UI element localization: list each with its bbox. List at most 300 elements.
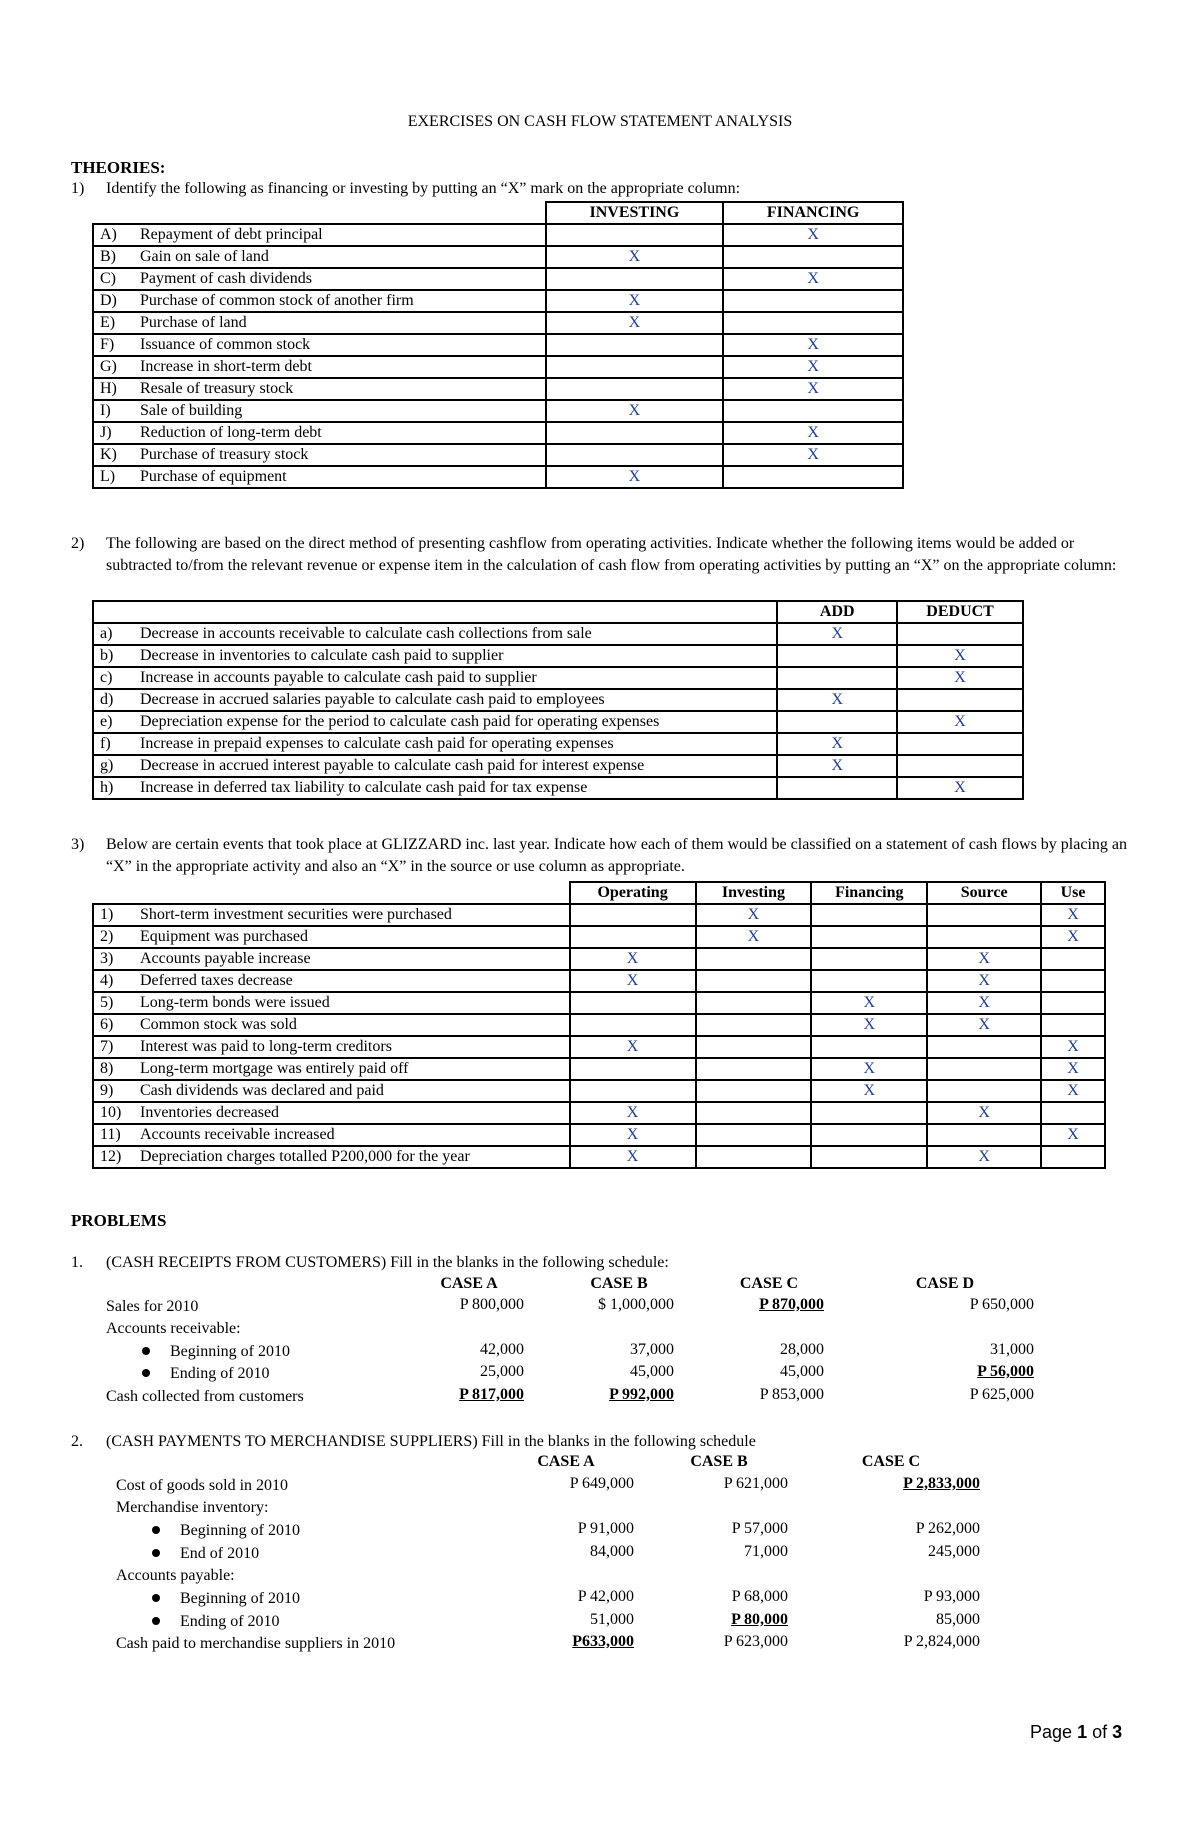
mark-cell bbox=[546, 356, 724, 378]
mark-cell: X bbox=[811, 992, 927, 1014]
table-row bbox=[93, 422, 903, 444]
mark-cell: X bbox=[570, 1124, 696, 1146]
p2-number: 2. bbox=[71, 1433, 83, 1450]
q1-table bbox=[92, 201, 904, 489]
row-text: Purchase of common stock of another firm bbox=[140, 292, 414, 309]
mark-cell bbox=[570, 1080, 696, 1102]
row-description bbox=[93, 1102, 570, 1124]
p1-beg-d: 31,000 bbox=[990, 1341, 1034, 1358]
mark-cell bbox=[570, 904, 696, 926]
mark-cell: X bbox=[927, 1146, 1041, 1168]
mark-cell bbox=[723, 466, 903, 488]
q3-text: Below are certain events that took place at GLIZZARD inc. last year. Indicate how each of them would be classified on a statement of cash flows by placing an “X” in the appropriate activity and also an “X” in the source or use column as appropriate. bbox=[106, 836, 1127, 875]
row-text: Depreciation charges totalled P200,000 for the year bbox=[140, 1148, 470, 1165]
mark-cell bbox=[696, 1058, 812, 1080]
table-row bbox=[93, 1014, 1105, 1036]
mark-cell bbox=[1041, 1102, 1105, 1124]
row-label: b) bbox=[100, 647, 114, 664]
mark-cell: X bbox=[927, 992, 1041, 1014]
row-text: Gain on sale of land bbox=[140, 248, 269, 265]
p1-end-label: Ending of 2010 bbox=[170, 1365, 270, 1382]
p1-end-a: 25,000 bbox=[480, 1363, 524, 1380]
p2-ap-beg-a: P 42,000 bbox=[577, 1588, 634, 1605]
row-description bbox=[93, 1146, 570, 1168]
row-text: Increase in deferred tax liability to calculate cash paid for tax expense bbox=[140, 779, 588, 796]
p1-end-d: P 56,000 bbox=[977, 1363, 1034, 1380]
p1-case-d: CASE D bbox=[915, 1275, 975, 1292]
p2-ap-end-row bbox=[116, 1611, 280, 1633]
mark-cell: X bbox=[546, 466, 724, 488]
row-text: Accounts receivable increased bbox=[140, 1126, 335, 1143]
table-row bbox=[93, 992, 1105, 1014]
mark-cell bbox=[811, 1124, 927, 1146]
row-description bbox=[93, 948, 570, 970]
table-row bbox=[93, 623, 1023, 645]
table-row bbox=[93, 904, 1105, 926]
table-row bbox=[93, 970, 1105, 992]
q2-header-add: ADD bbox=[777, 601, 897, 623]
bullet-icon bbox=[142, 1347, 150, 1355]
mark-cell bbox=[696, 970, 812, 992]
mark-cell bbox=[570, 992, 696, 1014]
row-label: E) bbox=[100, 314, 116, 331]
table-row bbox=[93, 290, 903, 312]
mark-cell bbox=[1041, 1014, 1105, 1036]
q2-number: 2) bbox=[71, 535, 85, 552]
mark-cell bbox=[811, 948, 927, 970]
p2-ap-end-label: Ending of 2010 bbox=[180, 1613, 280, 1630]
p2-case-a: CASE A bbox=[537, 1453, 595, 1470]
row-text: Sale of building bbox=[140, 402, 243, 419]
row-description bbox=[93, 268, 546, 290]
q3-table bbox=[92, 881, 1106, 1169]
q2-header-deduct: DEDUCT bbox=[897, 601, 1023, 623]
p1-beg-row bbox=[106, 1341, 290, 1363]
mark-cell bbox=[1041, 1146, 1105, 1168]
row-label: 1) bbox=[100, 906, 114, 923]
table-row bbox=[93, 711, 1023, 733]
p1-cash-label: Cash collected from customers bbox=[106, 1388, 304, 1405]
row-text: Reduction of long-term debt bbox=[140, 424, 322, 441]
p1-number: 1. bbox=[71, 1254, 83, 1271]
mark-cell bbox=[777, 667, 897, 689]
mark-cell bbox=[1041, 992, 1105, 1014]
row-label: H) bbox=[100, 380, 117, 397]
p2-inv-end-row bbox=[116, 1543, 259, 1565]
bullet-icon bbox=[152, 1549, 160, 1557]
p2-inv-beg-label: Beginning of 2010 bbox=[180, 1522, 300, 1539]
row-description bbox=[93, 1080, 570, 1102]
mark-cell bbox=[927, 926, 1041, 948]
mark-cell: X bbox=[723, 356, 903, 378]
p1-beg-a: 42,000 bbox=[480, 1341, 524, 1358]
mark-cell bbox=[696, 1124, 812, 1146]
row-label: I) bbox=[100, 402, 111, 419]
mark-cell: X bbox=[927, 970, 1041, 992]
row-description bbox=[93, 312, 546, 334]
row-label: c) bbox=[100, 669, 113, 686]
p1-case-c: CASE C bbox=[739, 1275, 799, 1292]
mark-cell bbox=[777, 711, 897, 733]
row-text: Purchase of treasury stock bbox=[140, 446, 309, 463]
row-label: C) bbox=[100, 270, 116, 287]
row-label: f) bbox=[100, 735, 111, 752]
q1-header-financing: FINANCING bbox=[723, 202, 903, 224]
mark-cell bbox=[811, 904, 927, 926]
row-label: J) bbox=[100, 424, 112, 441]
table-row bbox=[93, 400, 903, 422]
mark-cell: X bbox=[723, 444, 903, 466]
mark-cell bbox=[546, 268, 724, 290]
mark-cell bbox=[927, 1058, 1041, 1080]
row-text: Short-term investment securities were purchased bbox=[140, 906, 452, 923]
mark-cell bbox=[546, 334, 724, 356]
row-description bbox=[93, 667, 777, 689]
mark-cell: X bbox=[546, 246, 724, 268]
p2-case-b: CASE B bbox=[690, 1453, 748, 1470]
row-text: Decrease in accrued salaries payable to calculate cash paid to employees bbox=[140, 691, 605, 708]
row-label: e) bbox=[100, 713, 113, 730]
row-description bbox=[93, 755, 777, 777]
problems-heading: PROBLEMS bbox=[71, 1211, 167, 1230]
table-row bbox=[93, 926, 1105, 948]
row-text: Long-term mortgage was entirely paid off bbox=[140, 1060, 409, 1077]
p1-ar-label: Accounts receivable: bbox=[106, 1320, 241, 1337]
mark-cell bbox=[696, 1036, 812, 1058]
mark-cell: X bbox=[723, 422, 903, 444]
p2-inv-end-a: 84,000 bbox=[590, 1543, 634, 1560]
mark-cell: X bbox=[570, 970, 696, 992]
row-description bbox=[93, 1036, 570, 1058]
row-label: B) bbox=[100, 248, 116, 265]
mark-cell: X bbox=[546, 312, 724, 334]
row-label: 8) bbox=[100, 1060, 114, 1077]
mark-cell: X bbox=[1041, 1080, 1105, 1102]
table-row bbox=[93, 444, 903, 466]
q2-header-blank bbox=[93, 601, 777, 623]
mark-cell: X bbox=[546, 400, 724, 422]
p2-inv-beg-a: P 91,000 bbox=[577, 1520, 634, 1537]
mark-cell: X bbox=[1041, 1124, 1105, 1146]
of-word: of bbox=[1092, 1722, 1108, 1742]
row-text: Accounts payable increase bbox=[140, 950, 311, 967]
mark-cell: X bbox=[723, 378, 903, 400]
row-description bbox=[93, 1014, 570, 1036]
row-text: Deferred taxes decrease bbox=[140, 972, 293, 989]
p2-inv-end-label: End of 2010 bbox=[180, 1545, 260, 1562]
p2-inv-end-b: 71,000 bbox=[744, 1543, 788, 1560]
table-row bbox=[93, 1080, 1105, 1102]
table-row bbox=[93, 334, 903, 356]
mark-cell bbox=[696, 1014, 812, 1036]
row-text: Cash dividends was declared and paid bbox=[140, 1082, 384, 1099]
theories-heading: THEORIES: bbox=[71, 158, 166, 177]
mark-cell bbox=[696, 1102, 812, 1124]
table-row bbox=[93, 1146, 1105, 1168]
row-label: 9) bbox=[100, 1082, 114, 1099]
mark-cell bbox=[696, 1080, 812, 1102]
p1-sales-c: P 870,000 bbox=[759, 1296, 824, 1313]
row-label: 7) bbox=[100, 1038, 114, 1055]
mark-cell bbox=[927, 904, 1041, 926]
mark-cell bbox=[897, 733, 1023, 755]
row-label: g) bbox=[100, 757, 114, 774]
p2-inv-beg-row bbox=[116, 1520, 300, 1542]
mark-cell bbox=[811, 1036, 927, 1058]
row-label: h) bbox=[100, 779, 114, 796]
table-row bbox=[93, 246, 903, 268]
p1-beg-c: 28,000 bbox=[780, 1341, 824, 1358]
mark-cell: X bbox=[777, 689, 897, 711]
table-row bbox=[93, 689, 1023, 711]
p2-cogs-a: P 649,000 bbox=[569, 1475, 634, 1492]
row-text: Repayment of debt principal bbox=[140, 226, 323, 243]
mark-cell bbox=[570, 926, 696, 948]
mark-cell: X bbox=[570, 1146, 696, 1168]
p2-inv-beg-b: P 57,000 bbox=[731, 1520, 788, 1537]
table-row bbox=[93, 312, 903, 334]
row-label: d) bbox=[100, 691, 114, 708]
mark-cell bbox=[546, 378, 724, 400]
mark-cell bbox=[570, 1014, 696, 1036]
p2-case-c: CASE C bbox=[861, 1453, 921, 1470]
row-text: Payment of cash dividends bbox=[140, 270, 312, 287]
mark-cell: X bbox=[897, 645, 1023, 667]
p2-cogs-c: P 2,833,000 bbox=[903, 1475, 980, 1492]
p2-ap-end-b: P 80,000 bbox=[731, 1611, 788, 1628]
mark-cell: X bbox=[927, 1102, 1041, 1124]
row-description bbox=[93, 356, 546, 378]
mark-cell: X bbox=[1041, 1036, 1105, 1058]
row-label: K) bbox=[100, 446, 117, 463]
row-label: 3) bbox=[100, 950, 114, 967]
p2-cogs-label: Cost of goods sold in 2010 bbox=[116, 1477, 289, 1494]
row-description bbox=[93, 400, 546, 422]
p2-inv-beg-c: P 262,000 bbox=[915, 1520, 980, 1537]
mark-cell: X bbox=[897, 777, 1023, 799]
p2-ap-label: Accounts payable: bbox=[116, 1567, 235, 1584]
row-label: 6) bbox=[100, 1016, 114, 1033]
mark-cell bbox=[811, 926, 927, 948]
q2-table bbox=[92, 600, 1024, 800]
row-description bbox=[93, 689, 777, 711]
row-description bbox=[93, 926, 570, 948]
q3-header-source: Source bbox=[927, 882, 1041, 904]
mark-cell: X bbox=[1041, 904, 1105, 926]
q1-header-blank bbox=[93, 202, 546, 224]
mark-cell bbox=[927, 1080, 1041, 1102]
mark-cell: X bbox=[811, 1080, 927, 1102]
mark-cell bbox=[723, 312, 903, 334]
mark-cell bbox=[723, 400, 903, 422]
p1-sales-b: $ 1,000,000 bbox=[598, 1296, 674, 1313]
mark-cell bbox=[696, 1146, 812, 1168]
row-description bbox=[93, 992, 570, 1014]
page-number bbox=[1030, 1722, 1122, 1743]
row-description bbox=[93, 1124, 570, 1146]
mark-cell: X bbox=[723, 224, 903, 246]
page-current: 1 bbox=[1077, 1722, 1088, 1742]
row-description bbox=[93, 224, 546, 246]
row-label: G) bbox=[100, 358, 117, 375]
mark-cell: X bbox=[570, 948, 696, 970]
page-title: EXERCISES ON CASH FLOW STATEMENT ANALYSIS bbox=[407, 113, 793, 130]
row-text: Increase in short-term debt bbox=[140, 358, 312, 375]
p1-sales-d: P 650,000 bbox=[969, 1296, 1034, 1313]
q1-header-investing: INVESTING bbox=[546, 202, 724, 224]
row-text: Long-term bonds were issued bbox=[140, 994, 330, 1011]
table-row bbox=[93, 268, 903, 290]
row-description bbox=[93, 422, 546, 444]
row-description bbox=[93, 777, 777, 799]
p1-text: (CASH RECEIPTS FROM CUSTOMERS) Fill in the blanks in the following schedule: bbox=[106, 1254, 669, 1271]
page-word: Page bbox=[1030, 1722, 1073, 1742]
bullet-icon bbox=[152, 1526, 160, 1534]
row-text: Depreciation expense for the period to calculate cash paid for operating expenses bbox=[140, 713, 660, 730]
p2-inv-end-c: 245,000 bbox=[928, 1543, 980, 1560]
p1-end-row bbox=[106, 1363, 270, 1385]
row-label: L) bbox=[100, 468, 116, 485]
row-description bbox=[93, 711, 777, 733]
row-text: Increase in prepaid expenses to calculate cash paid for operating expenses bbox=[140, 735, 614, 752]
row-description bbox=[93, 246, 546, 268]
p1-cash-a: P 817,000 bbox=[459, 1386, 524, 1403]
mark-cell bbox=[811, 1146, 927, 1168]
row-label: 10) bbox=[100, 1104, 122, 1121]
row-text: Purchase of land bbox=[140, 314, 247, 331]
mark-cell: X bbox=[570, 1102, 696, 1124]
mark-cell bbox=[696, 992, 812, 1014]
table-row bbox=[93, 777, 1023, 799]
row-label: 12) bbox=[100, 1148, 122, 1165]
mark-cell: X bbox=[546, 290, 724, 312]
q2-text: The following are based on the direct method of presenting cashflow from operating activities. Indicate whether the following items would be added or subtracted to/from the relevant revenue or expense item in the calculation of cash flow from operating activities by putting an “X” on the appropriate column: bbox=[106, 535, 1117, 574]
p2-ap-beg-c: P 93,000 bbox=[923, 1588, 980, 1605]
mark-cell bbox=[927, 1036, 1041, 1058]
table-row bbox=[93, 1102, 1105, 1124]
row-label: 4) bbox=[100, 972, 114, 989]
mark-cell bbox=[1041, 948, 1105, 970]
p1-beg-label: Beginning of 2010 bbox=[170, 1343, 290, 1360]
mark-cell: X bbox=[696, 904, 812, 926]
p2-paid-c: P 2,824,000 bbox=[903, 1633, 980, 1650]
row-label: 2) bbox=[100, 928, 114, 945]
p2-inv-label: Merchandise inventory: bbox=[116, 1499, 269, 1516]
row-description bbox=[93, 623, 777, 645]
mark-cell bbox=[546, 224, 724, 246]
mark-cell bbox=[696, 948, 812, 970]
mark-cell: X bbox=[696, 926, 812, 948]
mark-cell bbox=[897, 755, 1023, 777]
mark-cell bbox=[927, 1124, 1041, 1146]
row-description bbox=[93, 290, 546, 312]
q3-number: 3) bbox=[71, 836, 85, 853]
row-text: Equipment was purchased bbox=[140, 928, 308, 945]
p2-paid-b: P 623,000 bbox=[723, 1633, 788, 1650]
p2-ap-beg-row bbox=[116, 1588, 300, 1610]
p2-ap-end-c: 85,000 bbox=[936, 1611, 980, 1628]
q3-header-use: Use bbox=[1041, 882, 1105, 904]
p1-sales-a: P 800,000 bbox=[459, 1296, 524, 1313]
mark-cell: X bbox=[927, 1014, 1041, 1036]
p2-cogs-b: P 621,000 bbox=[723, 1475, 788, 1492]
mark-cell bbox=[1041, 970, 1105, 992]
row-text: Resale of treasury stock bbox=[140, 380, 294, 397]
mark-cell: X bbox=[777, 755, 897, 777]
row-label: A) bbox=[100, 226, 117, 243]
mark-cell: X bbox=[1041, 926, 1105, 948]
mark-cell: X bbox=[811, 1058, 927, 1080]
row-label: 11) bbox=[100, 1126, 121, 1143]
row-description bbox=[93, 444, 546, 466]
p1-end-c: 45,000 bbox=[780, 1363, 824, 1380]
row-label: 5) bbox=[100, 994, 114, 1011]
row-text: Decrease in inventories to calculate cash paid to supplier bbox=[140, 647, 504, 664]
mark-cell: X bbox=[1041, 1058, 1105, 1080]
p1-cash-d: P 625,000 bbox=[969, 1386, 1034, 1403]
mark-cell bbox=[546, 422, 724, 444]
row-label: D) bbox=[100, 292, 117, 309]
row-description bbox=[93, 970, 570, 992]
p2-paid-label: Cash paid to merchandise suppliers in 2010 bbox=[116, 1635, 396, 1652]
p1-case-a: CASE A bbox=[440, 1275, 498, 1292]
row-description bbox=[93, 378, 546, 400]
p1-sales-label: Sales for 2010 bbox=[106, 1298, 199, 1315]
bullet-icon bbox=[152, 1617, 160, 1625]
row-description bbox=[93, 334, 546, 356]
mark-cell bbox=[723, 290, 903, 312]
row-description bbox=[93, 466, 546, 488]
row-label: F) bbox=[100, 336, 115, 353]
q1-text: Identify the following as financing or investing by putting an “X” mark on the appropriate column: bbox=[106, 180, 741, 197]
row-description bbox=[93, 904, 570, 926]
mark-cell: X bbox=[811, 1014, 927, 1036]
mark-cell bbox=[897, 689, 1023, 711]
mark-cell: X bbox=[927, 948, 1041, 970]
row-text: Decrease in accrued interest payable to calculate cash paid for interest expense bbox=[140, 757, 645, 774]
mark-cell: X bbox=[723, 334, 903, 356]
mark-cell bbox=[777, 645, 897, 667]
mark-cell bbox=[897, 623, 1023, 645]
table-row bbox=[93, 645, 1023, 667]
table-row bbox=[93, 733, 1023, 755]
row-description bbox=[93, 645, 777, 667]
p2-ap-end-a: 51,000 bbox=[590, 1611, 634, 1628]
q1-number: 1) bbox=[71, 180, 85, 197]
row-text: Interest was paid to long-term creditors bbox=[140, 1038, 392, 1055]
row-text: Increase in accounts payable to calculate cash paid to supplier bbox=[140, 669, 537, 686]
mark-cell: X bbox=[897, 711, 1023, 733]
table-row bbox=[93, 1058, 1105, 1080]
mark-cell bbox=[811, 970, 927, 992]
mark-cell: X bbox=[723, 268, 903, 290]
p1-beg-b: 37,000 bbox=[630, 1341, 674, 1358]
mark-cell bbox=[723, 246, 903, 268]
mark-cell: X bbox=[777, 623, 897, 645]
table-row bbox=[93, 466, 903, 488]
mark-cell: X bbox=[777, 733, 897, 755]
table-row bbox=[93, 356, 903, 378]
bullet-icon bbox=[142, 1369, 150, 1377]
q3-header-blank bbox=[93, 882, 570, 904]
mark-cell bbox=[811, 1102, 927, 1124]
table-row bbox=[93, 378, 903, 400]
p1-cash-b: P 992,000 bbox=[609, 1386, 674, 1403]
p2-ap-beg-b: P 68,000 bbox=[731, 1588, 788, 1605]
mark-cell bbox=[777, 777, 897, 799]
bullet-icon bbox=[152, 1594, 160, 1602]
table-row bbox=[93, 1036, 1105, 1058]
